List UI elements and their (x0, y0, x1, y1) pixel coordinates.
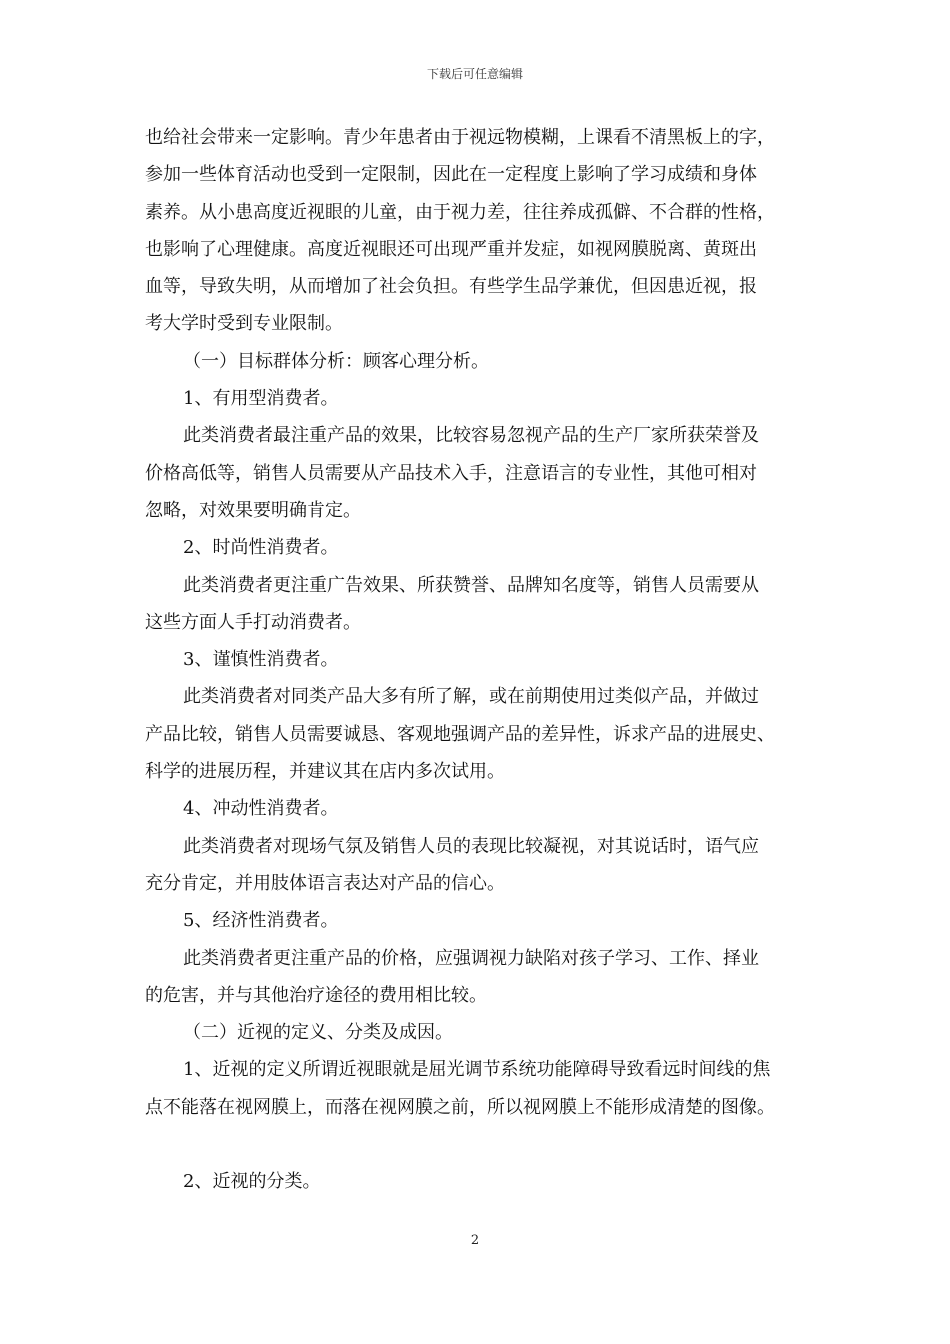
body-line: 血等，导致失明，从而增加了社会负担。有些学生品学兼优，但因患近视，报 (145, 276, 757, 298)
section-heading: （一）目标群体分析：顾客心理分析。 (183, 350, 489, 372)
body-line: 也给社会带来一定影响。青少年患者由于视远物模糊，上课看不清黑板上的字， (145, 127, 775, 148)
list-heading: 2、近视的分类。 (183, 1171, 321, 1193)
body-line: 此类消费者更注重产品的价格，应强调视力缺陷对孩子学习、工作、择业 (183, 947, 759, 969)
body-line: 这些方面人手打动消费者。 (145, 611, 361, 633)
body-line: 考大学时受到专业限制。 (145, 313, 343, 335)
body-line: 价格高低等，销售人员需要从产品技术入手，注意语言的专业性，其他可相对 (145, 462, 757, 484)
body-line: 此类消费者最注重产品的效果，比较容易忽视产品的生产厂家所获荣誉及 (183, 425, 759, 447)
list-heading: 5、经济性消费者。 (183, 910, 339, 932)
page-number: 2 (470, 1233, 480, 1248)
body-line: 产品比较，销售人员需要诚恳、客观地强调产品的差异性，诉求产品的进展史、 (145, 723, 775, 745)
body-line: 也影响了心理健康。高度近视眼还可出现严重并发症，如视网膜脱离、黄斑出 (145, 238, 757, 260)
page-header-watermark: 下载后可任意编辑 (426, 67, 523, 81)
section-heading: （二）近视的定义、分类及成因。 (183, 1022, 453, 1044)
body-line: 科学的进展历程，并建议其在店内多次试用。 (145, 761, 505, 783)
document-body (145, 119, 817, 1200)
body-line: 此类消费者对现场气氛及销售人员的表现比较凝视，对其说话时，语气应 (183, 835, 759, 857)
body-line: 素养。从小患高度近视眼的儿童，由于视力差，往往养成孤僻、不合群的性格， (145, 201, 775, 223)
body-line: 点不能落在视网膜上，而落在视网膜之前，所以视网膜上不能形成清楚的图像。 (145, 1096, 775, 1118)
body-line: 参加一些体育活动也受到一定限制，因此在一定程度上影响了学习成绩和身体 (145, 164, 757, 186)
list-heading: 3、谨慎性消费者。 (183, 649, 339, 671)
body-line: 1、近视的定义所谓近视眼就是屈光调节系统功能障碍导致看远时间线的焦 (183, 1059, 771, 1081)
body-line: 此类消费者更注重广告效果、所获赞誉、品牌知名度等，销售人员需要从 (183, 574, 759, 596)
body-line: 忽略，对效果要明确肯定。 (145, 499, 361, 521)
list-heading: 4、冲动性消费者。 (183, 798, 339, 820)
list-heading: 2、时尚性消费者。 (183, 537, 339, 559)
body-line: 充分肯定，并用肢体语言表达对产品的信心。 (145, 872, 505, 894)
body-line: 此类消费者对同类产品大多有所了解，或在前期使用过类似产品，并做过 (183, 686, 759, 708)
body-line: 的危害，并与其他治疗途径的费用相比较。 (145, 984, 487, 1006)
paragraph-gap (145, 1126, 817, 1163)
list-heading: 1、有用型消费者。 (183, 388, 339, 410)
